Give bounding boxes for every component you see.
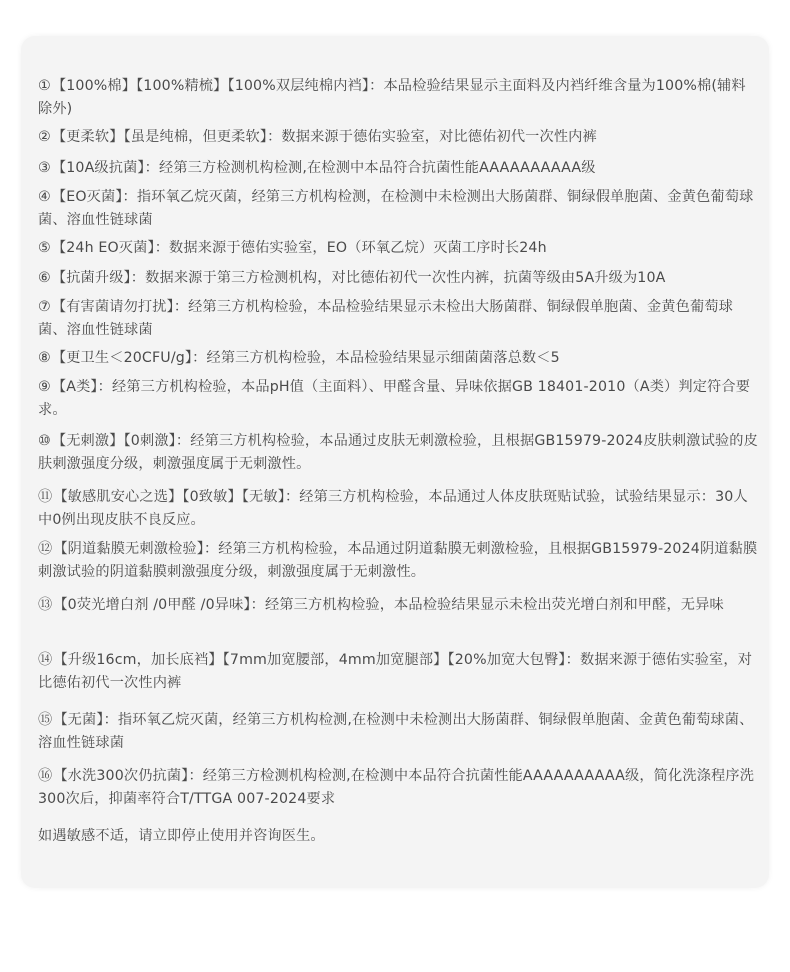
note-14	[38, 649, 758, 694]
note-5	[38, 237, 758, 260]
note-number: ⑩	[38, 433, 51, 449]
note-text: 【10A级抗菌】：经第三方检测机构检测,在检测中本品符合抗菌性能AAAAAAAAAA级	[51, 160, 596, 176]
note-number: ⑫	[38, 541, 53, 557]
note-10	[38, 430, 758, 475]
note-9	[38, 376, 758, 421]
note-15	[38, 709, 758, 754]
footer-warning: 如遇敏感不适，请立即停止使用并咨询医生。	[38, 828, 325, 844]
note-number: ⑮	[38, 712, 53, 728]
note-text: 【抗菌升级】：数据来源于第三方检测机构，对比德佑初代一次性内裤，抗菌等级由5A升级为10A	[51, 270, 666, 286]
note-text: 【无刺激】【0刺激】：经第三方机构检验，本品通过皮肤无刺激检验，且根据GB15979-2024皮肤刺激试验的皮肤刺激强度分级，刺激强度属于无刺激性。	[38, 433, 758, 472]
note-number: ⑭	[38, 652, 53, 668]
note-number: ⑬	[38, 597, 53, 613]
note-text: 【敏感肌安心之选】【0致敏】【无敏】：经第三方机构检验，本品通过人体皮肤斑贴试验，试验结果显示：30人中0例出现皮肤不良反应。	[38, 489, 748, 528]
note-text: 【水洗300次仍抗菌】：经第三方检测机构检测,在检测中本品符合抗菌性能AAAAAAAAAA级，简化洗涤程序洗300次后，抑菌率符合T/TTGA 007-2024要求	[38, 768, 755, 807]
note-number: ⑥	[38, 270, 51, 286]
note-text: 【更柔软】【虽是纯棉，但更柔软】：数据来源于德佑实验室，对比德佑初代一次性内裤	[51, 129, 597, 145]
note-text: 【A类】：经第三方机构检验，本品pH值（主面料）、甲醛含量、异味依据GB 18401-2010（A类）判定符合要求。	[38, 379, 751, 418]
note-4	[38, 186, 758, 231]
note-2	[38, 126, 758, 149]
note-13	[38, 594, 758, 617]
note-number: ⑦	[38, 299, 51, 315]
note-number: ⑤	[38, 240, 51, 256]
note-11	[38, 486, 758, 531]
note-number: ⑧	[38, 350, 51, 366]
note-text: 【阴道黏膜无刺激检验】：经第三方机构检验，本品通过阴道黏膜无刺激检验，且根据GB15979-2024阴道黏膜刺激试验的阴道黏膜刺激强度分级，刺激强度属于无刺激性。	[38, 541, 758, 580]
note-number: ①	[38, 78, 51, 94]
note-1	[38, 75, 758, 120]
note-number: ⑯	[38, 768, 53, 784]
note-3	[38, 157, 758, 180]
note-number: ②	[38, 129, 51, 145]
note-text: 【有害菌请勿打扰】：经第三方机构检验，本品检验结果显示未检出大肠菌群、铜绿假单胞菌、金黄色葡萄球菌、溶血性链球菌	[38, 299, 733, 338]
note-7	[38, 296, 758, 341]
note-number: ③	[38, 160, 51, 176]
note-number: ⑨	[38, 379, 51, 395]
note-text: 【100%棉】【100%精梳】【100%双层纯棉内裆】：本品检验结果显示主面料及内裆纤维含量为100%棉(辅料除外)	[38, 78, 746, 117]
note-12	[38, 538, 758, 583]
note-number: ④	[38, 189, 51, 205]
note-text: 【EO灭菌】：指环氧乙烷灭菌，经第三方机构检测，在检测中未检测出大肠菌群、铜绿假单胞菌、金黄色葡萄球菌、溶血性链球菌	[38, 189, 754, 228]
note-text: 【更卫生＜20CFU/g】：经第三方机构检验，本品检验结果显示细菌菌落总数＜5	[51, 350, 560, 366]
note-text: 【0荧光增白剂 /0甲醛 /0异味】：经第三方机构检验，本品检验结果显示未检出荧光增白剂和甲醛，无异味	[53, 597, 724, 613]
note-text: 【24h EO灭菌】：数据来源于德佑实验室，EO（环氧乙烷）灭菌工序时长24h	[51, 240, 547, 256]
note-number: ⑪	[38, 489, 53, 505]
note-8	[38, 347, 758, 370]
note-6	[38, 267, 758, 290]
note-text: 【无菌】：指环氧乙烷灭菌，经第三方机构检测,在检测中未检测出大肠菌群、铜绿假单胞菌、金黄色葡萄球菌、溶血性链球菌	[38, 712, 754, 751]
note-16	[38, 765, 758, 810]
note-text: 【升级16cm，加长底裆】【7mm加宽腰部，4mm加宽腿部】【20%加宽大包臀】：数据来源于德佑实验室，对比德佑初代一次性内裤	[38, 652, 753, 691]
